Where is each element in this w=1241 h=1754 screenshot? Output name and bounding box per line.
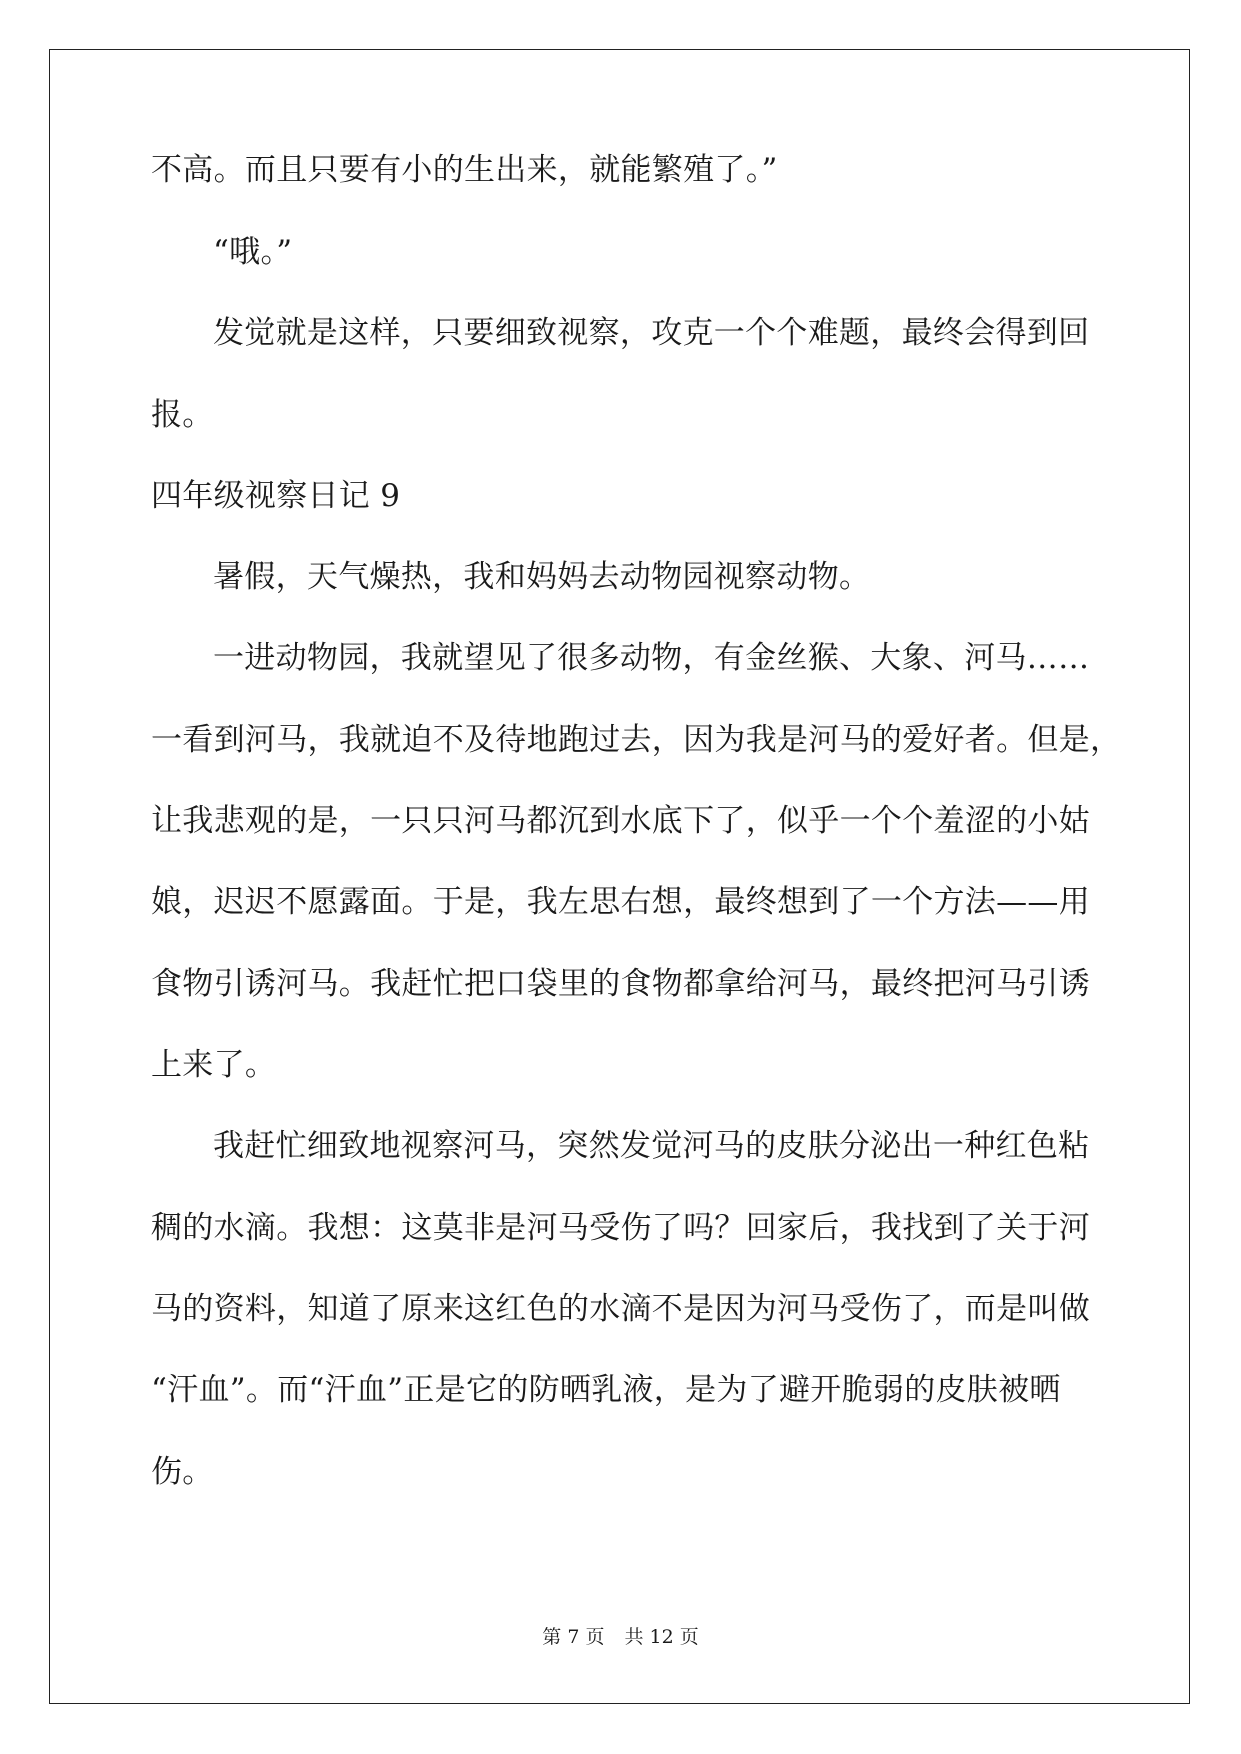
text-line: 一看到河马，我就迫不及待地跑过去，因为我是河马的爱好者。但是， (151, 722, 1122, 758)
text-line: 马的资料，知道了原来这红色的水滴不是因为河马受伤了，而是叫做 (151, 1291, 1090, 1327)
page-border (49, 49, 1190, 1704)
text-line: 上来了。 (151, 1047, 277, 1083)
text-line: 发觉就是这样，只要细致视察，攻克一个个难题，最终会得到回 (213, 315, 1090, 351)
text-line: 娘，迟迟不愿露面。于是，我左思右想，最终想到了一个方法——用 (151, 884, 1090, 920)
text-line: 我赶忙细致地视察河马，突然发觉河马的皮肤分泌出一种红色粘 (213, 1128, 1090, 1164)
text-line: “哦。” (213, 234, 293, 270)
text-line: 不高。而且只要有小的生出来，就能繁殖了。” (151, 152, 778, 188)
text-line: 一进动物园，我就望见了很多动物，有金丝猴、大象、河马…… (213, 640, 1090, 676)
page-number: 第 7 页 (542, 1626, 605, 1648)
text-line: 稠的水滴。我想：这莫非是河马受伤了吗？回家后，我找到了关于河 (151, 1210, 1090, 1246)
text-line: 食物引诱河马。我赶忙把口袋里的食物都拿给河马，最终把河马引诱 (151, 966, 1090, 1002)
text-line: 伤。 (151, 1454, 214, 1490)
section-heading: 四年级视察日记 9 (151, 478, 401, 514)
text-line: 报。 (151, 397, 214, 433)
page-footer (0, 1625, 1241, 1649)
text-line: “汗血”。而“汗血”正是它的防晒乳液，是为了避开脆弱的皮肤被晒 (151, 1372, 1061, 1408)
text-line: 暑假，天气燥热，我和妈妈去动物园视察动物。 (213, 559, 871, 595)
text-line: 让我悲观的是，一只只河马都沉到水底下了，似乎一个个羞涩的小姑 (151, 803, 1090, 839)
page-total: 共 12 页 (624, 1626, 699, 1648)
